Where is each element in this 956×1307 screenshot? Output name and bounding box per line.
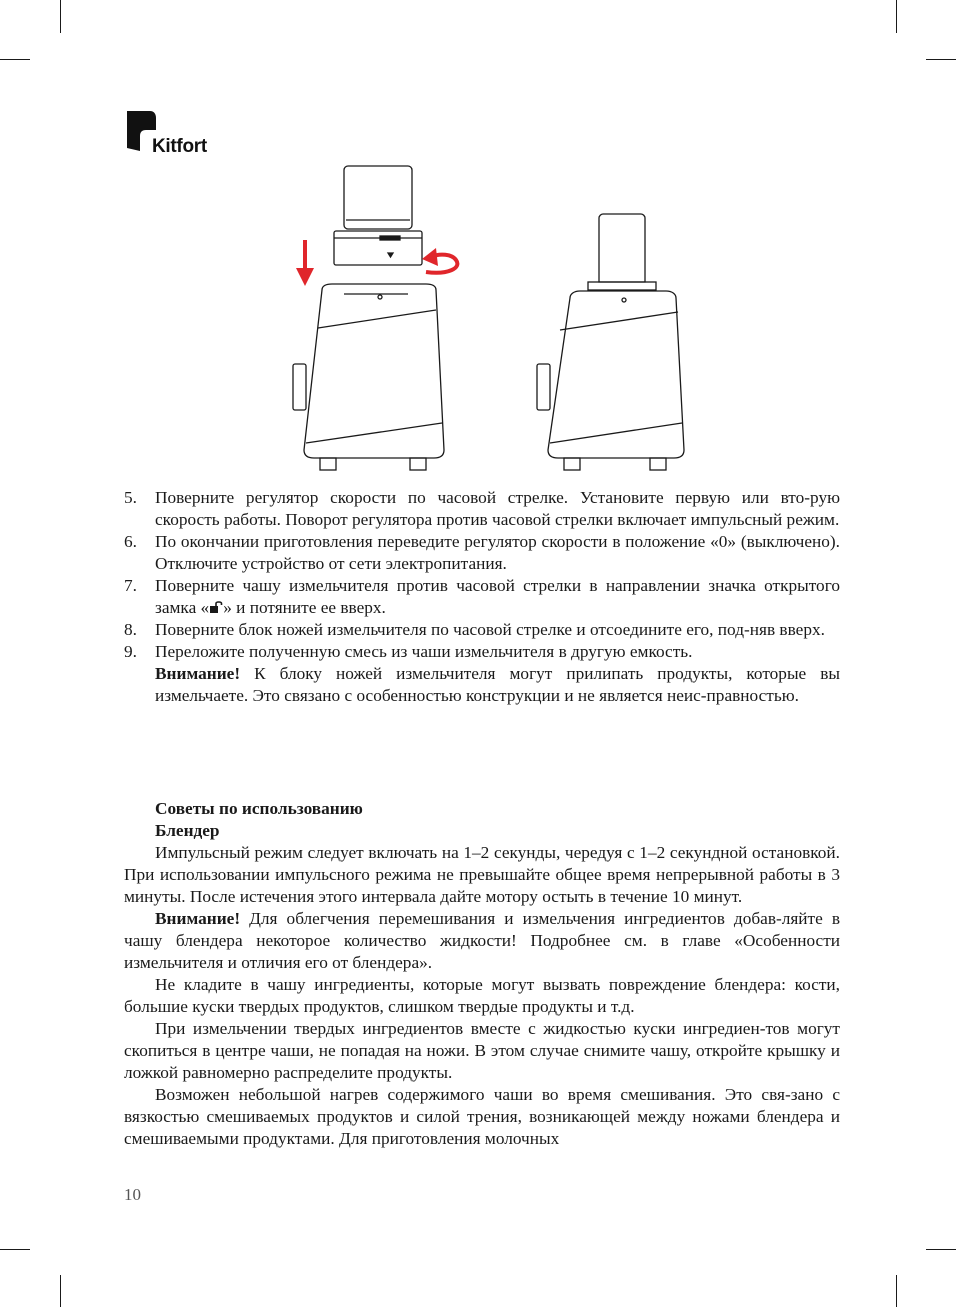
item-text-after: » и потяните ее вверх.: [223, 598, 386, 617]
paragraph: Не кладите в чашу ингредиенты, которые могут вызвать повреждение блендера: кости, большие куски твердых продуктов, слишком твердые продукты и т.д.: [124, 975, 840, 1016]
item-text: По окончании приготовления переведите регулятор скорости в положение «0» (выключено). Отключите устройство от сети электропитания.: [155, 532, 840, 573]
paragraph: [124, 908, 840, 974]
item-number: 9.: [124, 642, 137, 661]
list-item: [124, 487, 840, 531]
section-subheading: Блендер: [155, 821, 220, 840]
crop-mark: [60, 1275, 61, 1307]
list-item: [124, 531, 840, 575]
crop-mark: [896, 0, 897, 33]
warning-text: К блоку ножей измельчителя могут прилипать продукты, которые вы измельчаете. Это связано с особенностью конструкции и не является неис-правностью.: [155, 664, 840, 705]
arrow-down-icon: [296, 240, 314, 286]
brand-name: Kitfort: [152, 136, 207, 157]
right-blender-drawing: [537, 214, 684, 470]
crop-mark: [926, 1249, 956, 1250]
item-text: Поверните блок ножей измельчителя по часовой стрелке и отсоедините его, под-няв вверх.: [155, 620, 825, 639]
item-number: 8.: [124, 620, 137, 639]
warning-note: [124, 663, 840, 707]
warning-label: Внимание!: [155, 664, 241, 683]
instruction-list: [124, 487, 840, 707]
list-item: [124, 619, 840, 641]
section-heading: Советы по использованию: [155, 799, 363, 818]
item-text: Переложите полученную смесь из чаши измельчителя в другую емкость.: [155, 642, 693, 661]
rotate-arrow-icon: [422, 248, 457, 273]
blender-assembly-illustration: [276, 158, 716, 484]
list-item: [124, 641, 840, 663]
paragraph-text: Для облегчения перемешивания и измельчения ингредиентов добав-ляйте в чашу блендера некоторое количество жидкости! Подробнее см. в главе «Особенности измельчителя и отличия его от блендера».: [124, 909, 840, 972]
left-blender-drawing: [293, 166, 444, 470]
warning-label: Внимание!: [155, 909, 241, 928]
usage-tips-section: [124, 798, 840, 1150]
item-number: 6.: [124, 532, 137, 551]
paragraph: При измельчении твердых ингредиентов вместе с жидкостью куски ингредиен-тов могут скопиться в центре чаши, не попадая на ножи. В этом случае снимите чашу, откройте крышку и ложкой равномерно распределите продукты.: [124, 1019, 840, 1082]
crop-mark: [896, 1275, 897, 1307]
crop-mark: [0, 1249, 30, 1250]
crop-mark: [60, 0, 61, 33]
item-text: Поверните регулятор скорости по часовой стрелке. Установите первую или вто-рую скорость работы. Поворот регулятора против часовой стрелки включает импульсный режим.: [155, 488, 840, 529]
page-number: 10: [124, 1185, 141, 1204]
crop-mark: [926, 59, 956, 60]
paragraph: Импульсный режим следует включать на 1–2 секунды, чередуя с 1–2 секундной остановкой. При использовании импульсного режима не превышайте общее время непрерывной работы в 3 минуты. После истечения этого интервала дайте мотору остыть в течение 10 минут.: [124, 843, 840, 906]
item-number: 5.: [124, 488, 137, 507]
crop-mark: [0, 59, 30, 60]
paragraph: Возможен небольшой нагрев содержимого чаши во время смешивания. Это свя-зано с вязкостью смешиваемых продуктов и силой трения, возникающей между ножами блендера и смешиваемыми продуктами. Для приготовления молочных: [124, 1085, 840, 1148]
item-text-before: Поверните чашу измельчителя против часовой стрелки в направлении значка открытого замка «: [155, 576, 840, 617]
open-lock-icon: [209, 600, 223, 614]
item-number: 7.: [124, 576, 137, 595]
list-item: [124, 575, 840, 619]
